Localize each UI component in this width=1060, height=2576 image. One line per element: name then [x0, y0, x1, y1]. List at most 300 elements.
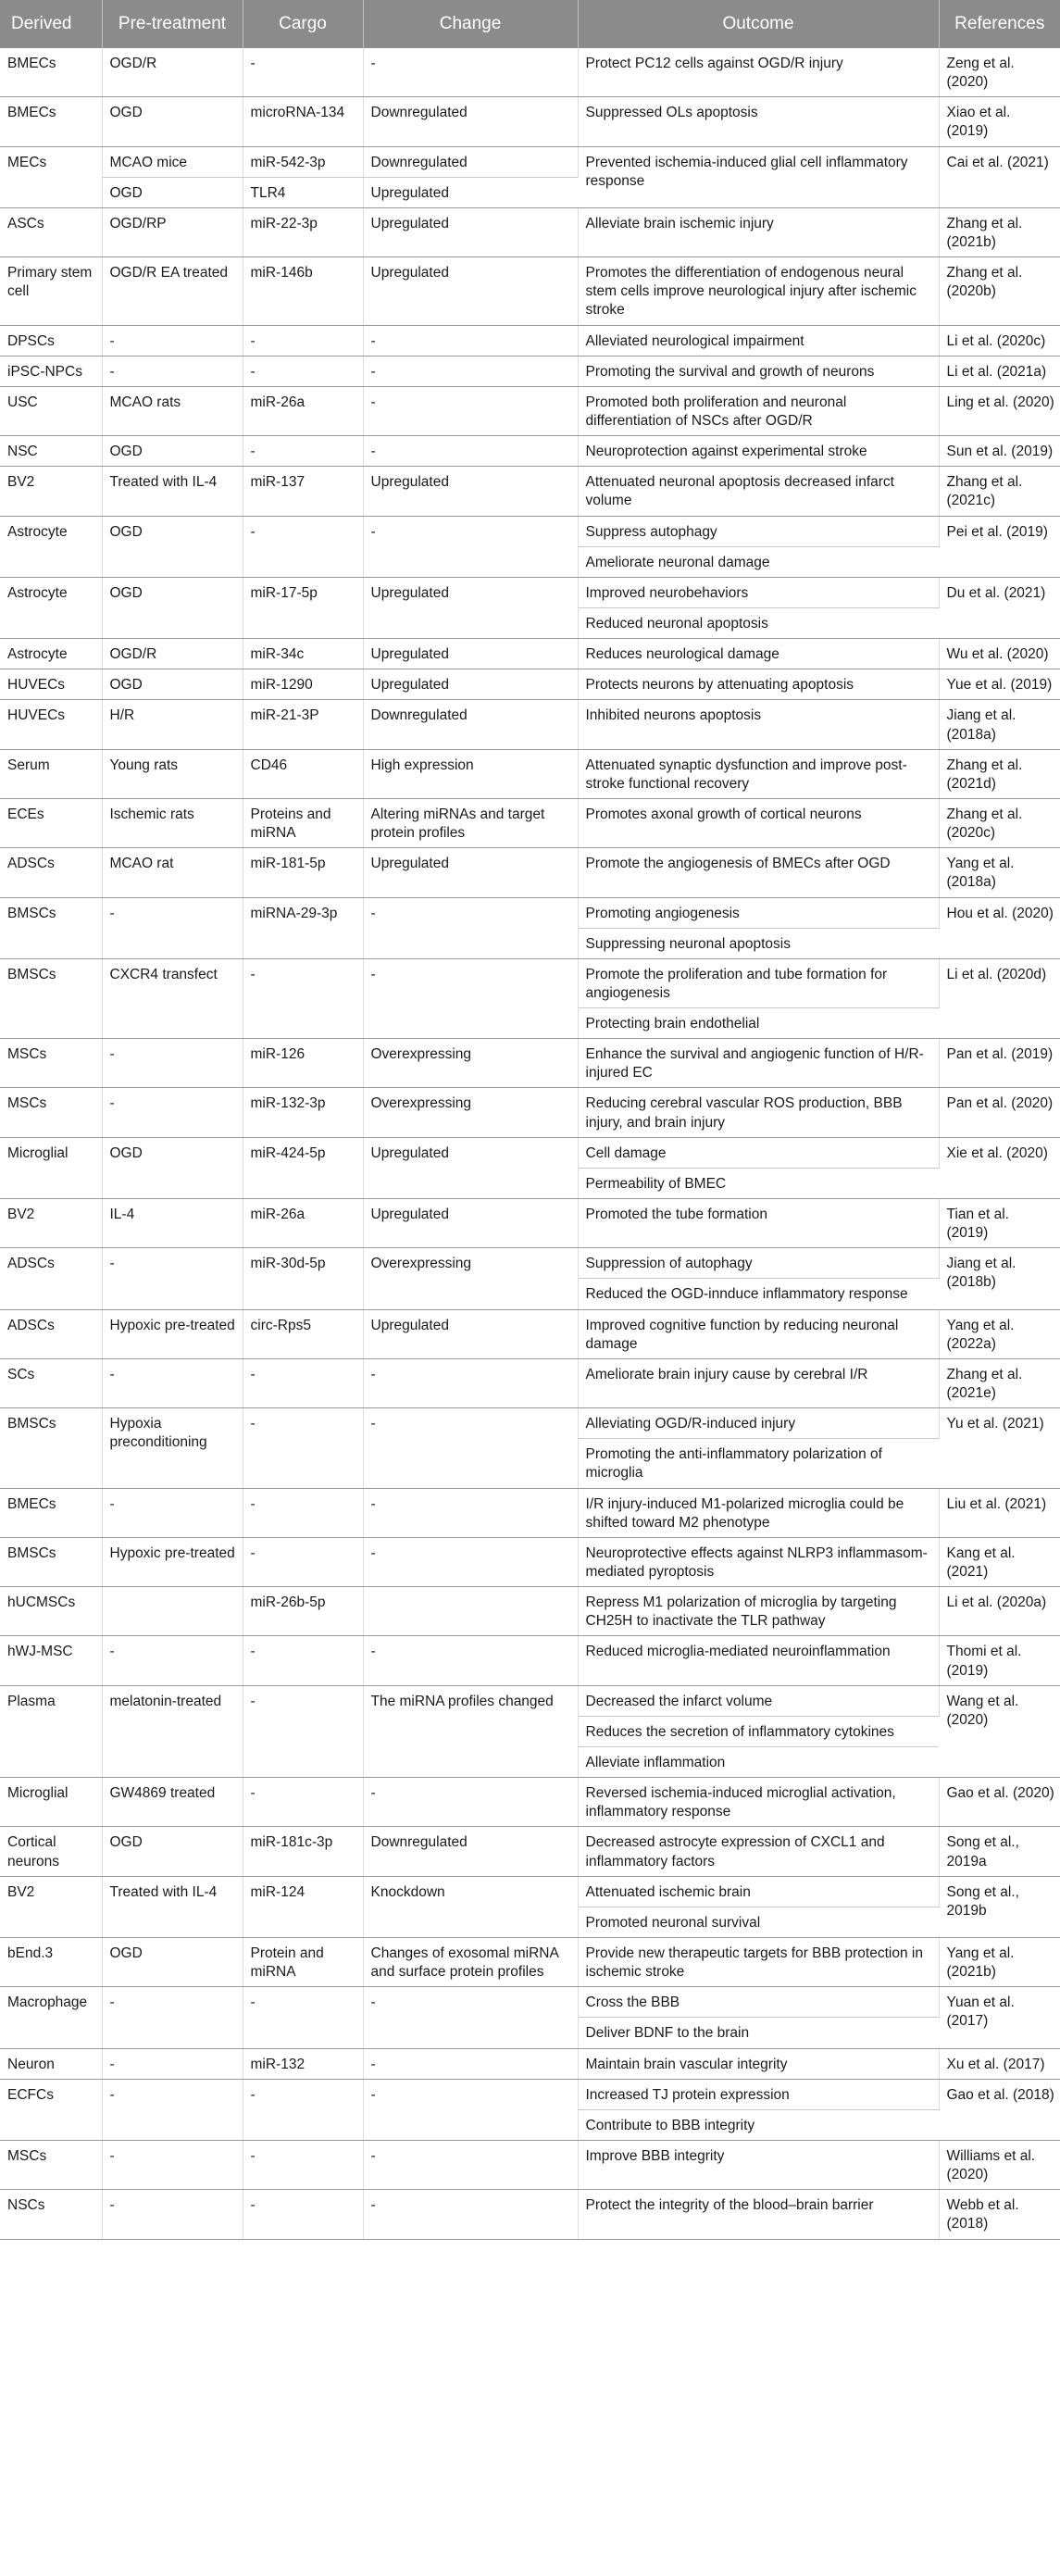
table-row — [0, 1408, 1060, 1439]
table-row — [0, 2048, 1060, 2079]
table-row — [0, 1778, 1060, 1827]
cell-pretreatment: OGD/R EA treated — [102, 257, 243, 325]
cell-outcome: Protects neurons by attenuating apoptosis — [578, 669, 939, 700]
table-row — [0, 1876, 1060, 1907]
cell-reference: Ling et al. (2020) — [939, 386, 1060, 435]
cell-outcome: Ameliorate neuronal damage — [578, 546, 939, 577]
cell-change: Upregulated — [363, 257, 578, 325]
cell-reference: Jiang et al. (2018b) — [939, 1248, 1060, 1309]
cell-outcome: Improve BBB integrity — [578, 2140, 939, 2189]
cell-derived: iPSC-NPCs — [0, 356, 102, 386]
header-derived: Derived — [0, 0, 102, 48]
cell-derived: BMSCs — [0, 897, 102, 958]
cell-reference: Yang et al. (2022a) — [939, 1309, 1060, 1358]
cell-derived: BMSCs — [0, 1537, 102, 1586]
cell-cargo: - — [243, 1685, 363, 1777]
cell-outcome: Deliver BDNF to the brain — [578, 2018, 939, 2048]
cell-cargo: - — [243, 1778, 363, 1827]
cell-reference: Webb et al. (2018) — [939, 2190, 1060, 2239]
cell-outcome: Repress M1 polarization of microglia by targeting CH25H to inactivate the TLR pathway — [578, 1587, 939, 1636]
cell-cargo: miR-26b-5p — [243, 1587, 363, 1636]
cell-derived: Astrocyte — [0, 577, 102, 638]
cell-outcome: Suppressing neuronal apoptosis — [578, 928, 939, 958]
table-row — [0, 749, 1060, 798]
cell-change: - — [363, 958, 578, 1038]
cell-change: Upregulated — [363, 1137, 578, 1198]
cell-pretreatment: - — [102, 1636, 243, 1685]
cell-pretreatment: - — [102, 2048, 243, 2079]
cell-pretreatment: Young rats — [102, 749, 243, 798]
cell-outcome: Contribute to BBB integrity — [578, 2109, 939, 2140]
cell-outcome: Prevented ischemia-induced glial cell inflammatory response — [578, 146, 939, 207]
cell-cargo: miR-424-5p — [243, 1137, 363, 1198]
cell-cargo: miR-26a — [243, 386, 363, 435]
cell-reference: Wang et al. (2020) — [939, 1685, 1060, 1777]
cell-outcome: Reversed ischemia-induced microglial activation, inflammatory response — [578, 1778, 939, 1827]
cell-outcome: Attenuated ischemic brain — [578, 1876, 939, 1907]
table-row — [0, 1358, 1060, 1407]
cell-derived: Microglial — [0, 1778, 102, 1827]
cell-reference: Thomi et al. (2019) — [939, 1636, 1060, 1685]
cell-pretreatment: OGD — [102, 1827, 243, 1876]
cell-reference: Song et al., 2019b — [939, 1876, 1060, 1937]
cell-reference: Gao et al. (2018) — [939, 2079, 1060, 2140]
cell-reference: Jiang et al. (2018a) — [939, 700, 1060, 749]
cell-pretreatment: OGD — [102, 436, 243, 467]
cell-derived: Macrophage — [0, 1987, 102, 2048]
table-row — [0, 257, 1060, 325]
table-row — [0, 577, 1060, 607]
cell-derived: SCs — [0, 1358, 102, 1407]
cell-change: - — [363, 1778, 578, 1827]
table-row — [0, 2079, 1060, 2109]
cell-outcome: Provide new therapeutic targets for BBB protection in ischemic stroke — [578, 1937, 939, 1986]
cell-cargo: - — [243, 2079, 363, 2140]
cell-pretreatment: OGD — [102, 669, 243, 700]
cell-pretreatment: OGD/R — [102, 639, 243, 669]
cell-reference: Gao et al. (2020) — [939, 1778, 1060, 1827]
cell-derived: ADSCs — [0, 1309, 102, 1358]
cell-cargo: - — [243, 1408, 363, 1488]
cell-cargo: miR-1290 — [243, 669, 363, 700]
cell-pretreatment: - — [102, 1987, 243, 2048]
cell-derived: Serum — [0, 749, 102, 798]
cell-change: Overexpressing — [363, 1088, 578, 1137]
cell-pretreatment: IL-4 — [102, 1199, 243, 1248]
cell-cargo: - — [243, 1987, 363, 2048]
cell-reference: Pan et al. (2019) — [939, 1039, 1060, 1088]
cell-outcome: Promote the angiogenesis of BMECs after OGD — [578, 848, 939, 897]
cell-cargo: miR-22-3p — [243, 207, 363, 256]
cell-pretreatment: - — [102, 1358, 243, 1407]
cell-change: Altering miRNAs and target protein profiles — [363, 798, 578, 847]
cell-outcome: Decreased astrocyte expression of CXCL1 and inflammatory factors — [578, 1827, 939, 1876]
cell-cargo: miR-146b — [243, 257, 363, 325]
cell-cargo: microRNA-134 — [243, 97, 363, 146]
cell-pretreatment: OGD/RP — [102, 207, 243, 256]
cell-cargo: miRNA-29-3p — [243, 897, 363, 958]
cell-cargo: miR-137 — [243, 467, 363, 516]
cell-change: - — [363, 2048, 578, 2079]
header-outcome: Outcome — [578, 0, 939, 48]
table-row — [0, 1827, 1060, 1876]
table-row — [0, 1987, 1060, 2018]
cell-derived: ECFCs — [0, 2079, 102, 2140]
cell-change: Upregulated — [363, 577, 578, 638]
cell-derived: MSCs — [0, 1088, 102, 1137]
cell-pretreatment: melatonin-treated — [102, 1685, 243, 1777]
cell-outcome: Promotes the differentiation of endogenous neural stem cells improve neurological injury after ischemic stroke — [578, 257, 939, 325]
table-row — [0, 207, 1060, 256]
cell-outcome: Decreased the infarct volume — [578, 1685, 939, 1716]
cell-change: Upregulated — [363, 1309, 578, 1358]
cell-change: - — [363, 516, 578, 577]
cell-reference: Yuan et al. (2017) — [939, 1987, 1060, 2048]
cell-pretreatment: - — [102, 356, 243, 386]
cell-change: - — [363, 897, 578, 958]
cell-reference: Yu et al. (2021) — [939, 1408, 1060, 1488]
cell-cargo: - — [243, 2190, 363, 2239]
cell-reference: Li et al. (2020d) — [939, 958, 1060, 1038]
cell-derived: MSCs — [0, 2140, 102, 2189]
cell-outcome: Suppression of autophagy — [578, 1248, 939, 1279]
cell-cargo: miR-34c — [243, 639, 363, 669]
table-row — [0, 48, 1060, 97]
cell-outcome: Promoted neuronal survival — [578, 1907, 939, 1937]
cell-reference: Yang et al. (2021b) — [939, 1937, 1060, 1986]
cell-derived: Astrocyte — [0, 639, 102, 669]
cell-reference: Zhang et al. (2020b) — [939, 257, 1060, 325]
table-row — [0, 467, 1060, 516]
table-row — [0, 1199, 1060, 1248]
cell-outcome: Suppress autophagy — [578, 516, 939, 546]
cell-change: Upregulated — [363, 177, 578, 207]
cell-cargo: - — [243, 958, 363, 1038]
cell-derived: BV2 — [0, 1876, 102, 1937]
cell-derived: Primary stem cell — [0, 257, 102, 325]
cell-change: - — [363, 2079, 578, 2140]
cell-derived: MSCs — [0, 1039, 102, 1088]
cell-derived: Neuron — [0, 2048, 102, 2079]
table-row — [0, 516, 1060, 546]
cell-cargo: TLR4 — [243, 177, 363, 207]
cell-cargo: miR-26a — [243, 1199, 363, 1248]
cell-change: Knockdown — [363, 1876, 578, 1937]
cell-pretreatment: - — [102, 897, 243, 958]
cell-reference: Yue et al. (2019) — [939, 669, 1060, 700]
cell-change: Upregulated — [363, 848, 578, 897]
cell-cargo: miR-126 — [243, 1039, 363, 1088]
cell-pretreatment: GW4869 treated — [102, 1778, 243, 1827]
table-row — [0, 1039, 1060, 1088]
cell-reference: Zhang et al. (2021d) — [939, 749, 1060, 798]
cell-outcome: Neuroprotective effects against NLRP3 inflammasom-mediated pyroptosis — [578, 1537, 939, 1586]
cell-change: Upregulated — [363, 467, 578, 516]
cell-pretreatment: MCAO mice — [102, 146, 243, 177]
cell-change: Upregulated — [363, 207, 578, 256]
cell-change: The miRNA profiles changed — [363, 1685, 578, 1777]
cell-reference: Xie et al. (2020) — [939, 1137, 1060, 1198]
cell-cargo: Protein and miRNA — [243, 1937, 363, 1986]
cell-reference: Song et al., 2019a — [939, 1827, 1060, 1876]
cell-cargo: - — [243, 2140, 363, 2189]
cell-derived: BV2 — [0, 467, 102, 516]
cell-change: Changes of exosomal miRNA and surface protein profiles — [363, 1937, 578, 1986]
cell-derived: DPSCs — [0, 325, 102, 356]
cell-outcome: Alleviating OGD/R-induced injury — [578, 1408, 939, 1439]
cell-reference: Li et al. (2020a) — [939, 1587, 1060, 1636]
cell-derived: USC — [0, 386, 102, 435]
cell-derived: hWJ-MSC — [0, 1636, 102, 1685]
table-row — [0, 2140, 1060, 2189]
cell-outcome: Reduced the OGD-innduce inflammatory response — [578, 1279, 939, 1309]
table-row — [0, 958, 1060, 1007]
header-references: References — [939, 0, 1060, 48]
cell-change: - — [363, 1636, 578, 1685]
cell-cargo: - — [243, 1358, 363, 1407]
cell-cargo: miR-181-5p — [243, 848, 363, 897]
cell-reference: Zhang et al. (2021c) — [939, 467, 1060, 516]
cell-change: Downregulated — [363, 97, 578, 146]
cell-change: Upregulated — [363, 639, 578, 669]
table-row — [0, 798, 1060, 847]
cell-derived: ADSCs — [0, 848, 102, 897]
table-row — [0, 1685, 1060, 1716]
cell-reference: Xu et al. (2017) — [939, 2048, 1060, 2079]
cell-outcome: Reduces neurological damage — [578, 639, 939, 669]
table-row — [0, 386, 1060, 435]
table-row — [0, 1537, 1060, 1586]
header-cargo: Cargo — [243, 0, 363, 48]
cell-reference: Cai et al. (2021) — [939, 146, 1060, 207]
cell-outcome: Alleviate inflammation — [578, 1747, 939, 1778]
cell-change: - — [363, 436, 578, 467]
cell-pretreatment: - — [102, 2079, 243, 2140]
cell-derived: HUVECs — [0, 669, 102, 700]
cell-change: Downregulated — [363, 1827, 578, 1876]
cell-cargo: - — [243, 1636, 363, 1685]
table-row — [0, 848, 1060, 897]
cell-outcome: Increased TJ protein expression — [578, 2079, 939, 2109]
cell-outcome: Protecting brain endothelial — [578, 1008, 939, 1039]
table-row — [0, 2190, 1060, 2239]
cell-pretreatment: OGD/R — [102, 48, 243, 97]
cell-reference: Du et al. (2021) — [939, 577, 1060, 638]
table-row — [0, 356, 1060, 386]
cell-outcome: Improved cognitive function by reducing neuronal damage — [578, 1309, 939, 1358]
table-body — [0, 48, 1060, 2239]
cell-pretreatment: - — [102, 1488, 243, 1537]
cell-outcome: Cross the BBB — [578, 1987, 939, 2018]
cell-reference: Liu et al. (2021) — [939, 1488, 1060, 1537]
cell-outcome: Reduced microglia-mediated neuroinflammation — [578, 1636, 939, 1685]
cell-outcome: Reduced neuronal apoptosis — [578, 607, 939, 638]
cell-derived: BMECs — [0, 1488, 102, 1537]
cell-outcome: Promoting the anti-inflammatory polarization of microglia — [578, 1439, 939, 1488]
cell-derived: NSC — [0, 436, 102, 467]
cell-derived: ASCs — [0, 207, 102, 256]
cell-pretreatment: Hypoxia preconditioning — [102, 1408, 243, 1488]
cell-pretreatment: - — [102, 1248, 243, 1309]
cell-cargo: miR-17-5p — [243, 577, 363, 638]
cell-derived: BMSCs — [0, 1408, 102, 1488]
cell-outcome: Reduces the secretion of inflammatory cytokines — [578, 1716, 939, 1746]
cell-outcome: Attenuated synaptic dysfunction and improve post-stroke functional recovery — [578, 749, 939, 798]
cell-derived: bEnd.3 — [0, 1937, 102, 1986]
table-row — [0, 1137, 1060, 1168]
header-pretreatment: Pre-treatment — [102, 0, 243, 48]
cell-change: Overexpressing — [363, 1039, 578, 1088]
cell-cargo: miR-181c-3p — [243, 1827, 363, 1876]
cell-reference: Xiao et al. (2019) — [939, 97, 1060, 146]
cell-reference: Pei et al. (2019) — [939, 516, 1060, 577]
cell-outcome: Attenuated neuronal apoptosis decreased infarct volume — [578, 467, 939, 516]
cell-cargo: miR-542-3p — [243, 146, 363, 177]
table-row — [0, 1587, 1060, 1636]
cell-outcome: Improved neurobehaviors — [578, 577, 939, 607]
cell-outcome: Protect the integrity of the blood–brain barrier — [578, 2190, 939, 2239]
cell-cargo: miR-132-3p — [243, 1088, 363, 1137]
cell-cargo: - — [243, 48, 363, 97]
cell-pretreatment: Hypoxic pre-treated — [102, 1537, 243, 1586]
cell-change — [363, 1587, 578, 1636]
cell-pretreatment: Hypoxic pre-treated — [102, 1309, 243, 1358]
cell-change: Upregulated — [363, 669, 578, 700]
cell-change: High expression — [363, 749, 578, 798]
cell-reference: Sun et al. (2019) — [939, 436, 1060, 467]
cell-derived: ADSCs — [0, 1248, 102, 1309]
cell-cargo: - — [243, 436, 363, 467]
cell-change: - — [363, 1408, 578, 1488]
cell-change: - — [363, 356, 578, 386]
cell-reference: Zhang et al. (2021b) — [939, 207, 1060, 256]
cell-pretreatment: - — [102, 325, 243, 356]
table-row — [0, 436, 1060, 467]
cell-change: - — [363, 48, 578, 97]
cell-derived: Astrocyte — [0, 516, 102, 577]
table-row — [0, 1088, 1060, 1137]
cell-derived: BMECs — [0, 97, 102, 146]
cell-reference: Tian et al. (2019) — [939, 1199, 1060, 1248]
cell-outcome: Inhibited neurons apoptosis — [578, 700, 939, 749]
cell-outcome: Ameliorate brain injury cause by cerebral I/R — [578, 1358, 939, 1407]
cell-derived: NSCs — [0, 2190, 102, 2239]
cell-derived: Plasma — [0, 1685, 102, 1777]
cell-reference: Yang et al. (2018a) — [939, 848, 1060, 897]
cell-pretreatment: MCAO rats — [102, 386, 243, 435]
table-row — [0, 639, 1060, 669]
cell-reference: Li et al. (2021a) — [939, 356, 1060, 386]
cell-pretreatment: Ischemic rats — [102, 798, 243, 847]
cell-cargo: - — [243, 1488, 363, 1537]
cell-derived: MECs — [0, 146, 102, 207]
header-change: Change — [363, 0, 578, 48]
cell-cargo: CD46 — [243, 749, 363, 798]
cell-pretreatment: - — [102, 1088, 243, 1137]
cell-reference: Zeng et al. (2020) — [939, 48, 1060, 97]
cell-derived: Microglial — [0, 1137, 102, 1198]
cell-pretreatment: MCAO rat — [102, 848, 243, 897]
cell-pretreatment: Treated with IL-4 — [102, 467, 243, 516]
cell-pretreatment: OGD — [102, 577, 243, 638]
table-row — [0, 1248, 1060, 1279]
cell-change: - — [363, 325, 578, 356]
cell-change: Overexpressing — [363, 1248, 578, 1309]
cell-outcome: Promoting angiogenesis — [578, 897, 939, 928]
cell-pretreatment: CXCR4 transfect — [102, 958, 243, 1038]
cell-outcome: Promoting the survival and growth of neurons — [578, 356, 939, 386]
cell-derived: HUVECs — [0, 700, 102, 749]
cell-derived: ECEs — [0, 798, 102, 847]
cell-reference: Zhang et al. (2020c) — [939, 798, 1060, 847]
cell-cargo: circ-Rps5 — [243, 1309, 363, 1358]
cell-derived: BV2 — [0, 1199, 102, 1248]
cell-outcome: Alleviated neurological impairment — [578, 325, 939, 356]
cell-pretreatment: OGD — [102, 97, 243, 146]
table-row — [0, 897, 1060, 928]
cell-reference: Zhang et al. (2021e) — [939, 1358, 1060, 1407]
cell-reference: Williams et al. (2020) — [939, 2140, 1060, 2189]
cell-outcome: Enhance the survival and angiogenic function of H/R-injured EC — [578, 1039, 939, 1088]
cell-cargo: - — [243, 516, 363, 577]
cell-cargo: miR-124 — [243, 1876, 363, 1937]
cell-derived: hUCMSCs — [0, 1587, 102, 1636]
cell-change: Upregulated — [363, 1199, 578, 1248]
table-row — [0, 1488, 1060, 1537]
cell-cargo: Proteins and miRNA — [243, 798, 363, 847]
cell-derived: BMECs — [0, 48, 102, 97]
cell-reference: Wu et al. (2020) — [939, 639, 1060, 669]
cell-outcome: Maintain brain vascular integrity — [578, 2048, 939, 2079]
cell-derived: BMSCs — [0, 958, 102, 1038]
table-row — [0, 700, 1060, 749]
cell-outcome: Cell damage — [578, 1137, 939, 1168]
cell-cargo: miR-30d-5p — [243, 1248, 363, 1309]
cell-change: - — [363, 1987, 578, 2048]
cell-pretreatment: OGD — [102, 516, 243, 577]
table-row — [0, 1309, 1060, 1358]
table-row — [0, 1636, 1060, 1685]
cell-change: Downregulated — [363, 700, 578, 749]
cell-outcome: Protect PC12 cells against OGD/R injury — [578, 48, 939, 97]
cell-outcome: Suppressed OLs apoptosis — [578, 97, 939, 146]
cell-outcome: Promotes axonal growth of cortical neurons — [578, 798, 939, 847]
cell-reference: Kang et al. (2021) — [939, 1537, 1060, 1586]
cell-pretreatment: H/R — [102, 700, 243, 749]
cell-pretreatment: Treated with IL-4 — [102, 1876, 243, 1937]
cell-outcome: Neuroprotection against experimental stroke — [578, 436, 939, 467]
header-row — [0, 0, 1060, 48]
cell-pretreatment: OGD — [102, 177, 243, 207]
cell-derived: Cortical neurons — [0, 1827, 102, 1876]
cell-cargo: - — [243, 356, 363, 386]
cell-change: - — [363, 2140, 578, 2189]
cell-change: - — [363, 2190, 578, 2239]
cell-outcome: Promoted the tube formation — [578, 1199, 939, 1248]
cell-outcome: Alleviate brain ischemic injury — [578, 207, 939, 256]
cell-outcome: Promoted both proliferation and neuronal differentiation of NSCs after OGD/R — [578, 386, 939, 435]
cell-reference: Pan et al. (2020) — [939, 1088, 1060, 1137]
cell-cargo: miR-132 — [243, 2048, 363, 2079]
cell-pretreatment — [102, 1587, 243, 1636]
table-row — [0, 97, 1060, 146]
cell-outcome: I/R injury-induced M1-polarized microglia could be shifted toward M2 phenotype — [578, 1488, 939, 1537]
table-row — [0, 669, 1060, 700]
cell-change: Downregulated — [363, 146, 578, 177]
cell-outcome: Reducing cerebral vascular ROS production, BBB injury, and brain injury — [578, 1088, 939, 1137]
cell-change: - — [363, 1537, 578, 1586]
table-row — [0, 146, 1060, 177]
